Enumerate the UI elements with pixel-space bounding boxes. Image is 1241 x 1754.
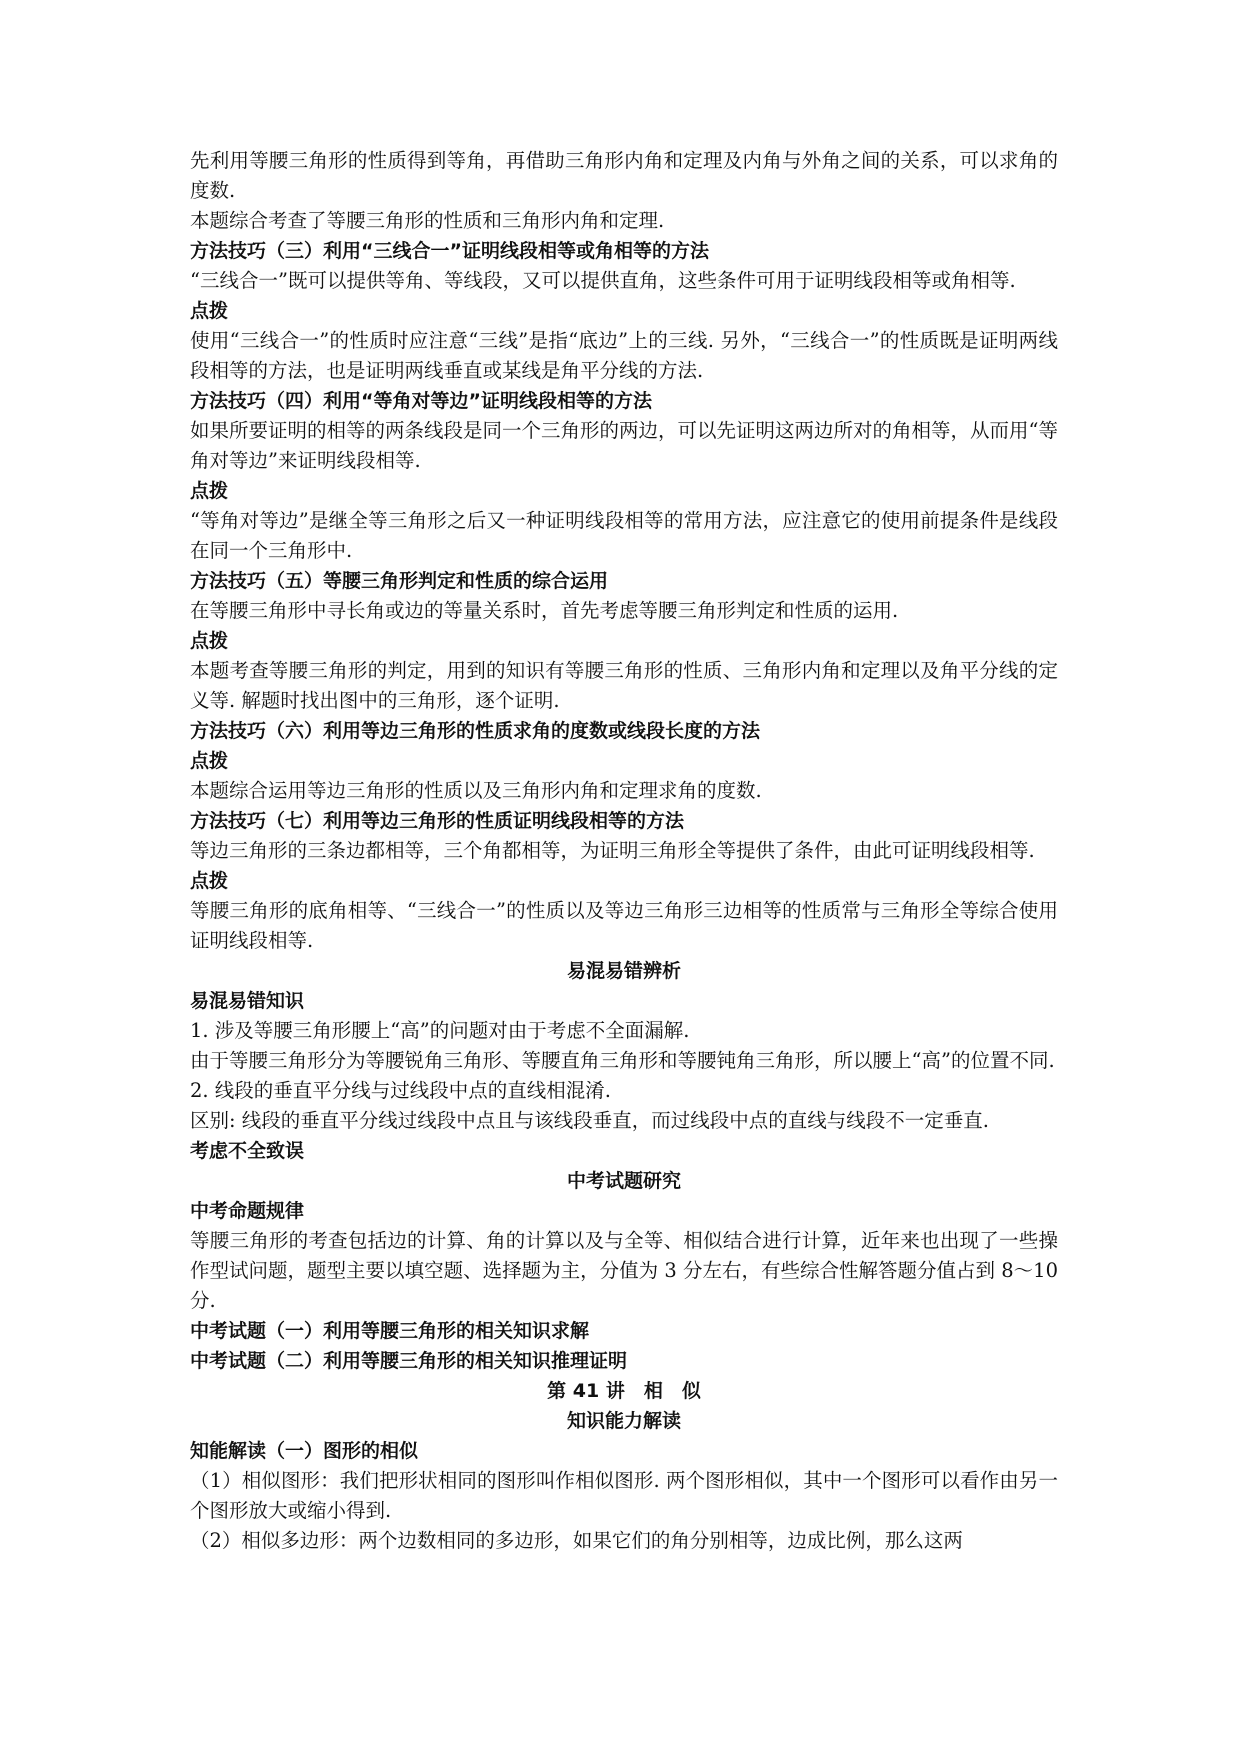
section-heading: 中考命题规律 [190,1200,305,1222]
section-heading: 方法技巧（三）利用“三线合一”证明线段相等或角相等的方法 [190,240,709,262]
section-heading: 点拨 [190,750,229,772]
centered-heading: 易混易错辨析 [566,960,681,982]
paragraph: （1）相似图形：我们把形状相同的图形叫作相似图形. 两个图形相似，其中一个图形可以看作由另一个图形放大或缩小得到. [190,1469,1058,1522]
paragraph: 本题考查等腰三角形的判定，用到的知识有等腰三角形的性质、三角形内角和定理以及角平分线的定义等. 解题时找出图中的三角形，逐个证明. [190,659,1058,712]
section-heading: 中考试题（二）利用等腰三角形的相关知识推理证明 [190,1350,628,1372]
section-heading: 点拨 [190,300,229,322]
paragraph: 在等腰三角形中寻长角或边的等量关系时，首先考虑等腰三角形判定和性质的运用. [190,599,899,622]
section-heading: 中考试题（一）利用等腰三角形的相关知识求解 [190,1320,590,1342]
paragraph: 本题综合运用等边三角形的性质以及三角形内角和定理求角的度数. [190,779,762,802]
section-heading: 方法技巧（四）利用“等角对等边”证明线段相等的方法 [190,390,652,412]
section-heading: 方法技巧（六）利用等边三角形的性质求角的度数或线段长度的方法 [190,720,761,742]
paragraph: 使用“三线合一”的性质时应注意“三线”是指“底边”上的三线. 另外，“三线合一”的性质既是证明两线段相等的方法，也是证明两线垂直或某线是角平分线的方法. [190,329,1058,382]
paragraph: （2）相似多边形：两个边数相同的多边形，如果它们的角分别相等，边成比例，那么这两 [190,1529,963,1552]
paragraph: 1. 涉及等腰三角形腰上“高”的问题对由于考虑不全面漏解. [190,1019,690,1042]
section-heading: 点拨 [190,870,229,892]
paragraph: “三线合一”既可以提供等角、等线段，又可以提供直角，这些条件可用于证明线段相等或角相等. [190,269,1016,292]
centered-heading: 中考试题研究 [566,1170,681,1192]
centered-heading: 第 41 讲 相 似 [547,1380,701,1402]
centered-heading: 知识能力解读 [566,1410,681,1432]
paragraph: 2. 线段的垂直平分线与过线段中点的直线相混淆. [190,1079,612,1102]
paragraph: 等边三角形的三条边都相等，三个角都相等，为证明三角形全等提供了条件，由此可证明线段相等. [190,839,1035,862]
section-heading: 易混易错知识 [190,990,305,1012]
paragraph: 由于等腰三角形分为等腰锐角三角形、等腰直角三角形和等腰钝角三角形，所以腰上“高”的位置不同. [190,1049,1055,1072]
section-heading: 点拨 [190,630,229,652]
document-page [190,146,1058,1556]
paragraph: 先利用等腰三角形的性质得到等角，再借助三角形内角和定理及内角与外角之间的关系，可以求角的度数. [190,149,1058,202]
paragraph: 区别: 线段的垂直平分线过线段中点且与该线段垂直，而过线段中点的直线与线段不一定垂直. [190,1109,989,1132]
paragraph: 本题综合考查了等腰三角形的性质和三角形内角和定理. [190,209,665,232]
section-heading: 考虑不全致误 [190,1140,305,1162]
paragraph: 如果所要证明的相等的两条线段是同一个三角形的两边，可以先证明这两边所对的角相等，从而用“等角对等边”来证明线段相等. [190,419,1058,472]
paragraph: “等角对等边”是继全等三角形之后又一种证明线段相等的常用方法，应注意它的使用前提条件是线段在同一个三角形中. [190,509,1058,562]
paragraph: 等腰三角形的底角相等、“三线合一”的性质以及等边三角形三边相等的性质常与三角形全等综合使用证明线段相等. [190,899,1058,952]
paragraph: 等腰三角形的考查包括边的计算、角的计算以及与全等、相似结合进行计算，近年来也出现了一些操作型试问题，题型主要以填空题、选择题为主，分值为 3 分左右，有些综合性解答题分值占到 8～10 分. [190,1229,1058,1312]
section-heading: 方法技巧（五）等腰三角形判定和性质的综合运用 [190,570,609,592]
section-heading: 知能解读（一）图形的相似 [190,1440,419,1462]
section-heading: 方法技巧（七）利用等边三角形的性质证明线段相等的方法 [190,810,685,832]
section-heading: 点拨 [190,480,229,502]
